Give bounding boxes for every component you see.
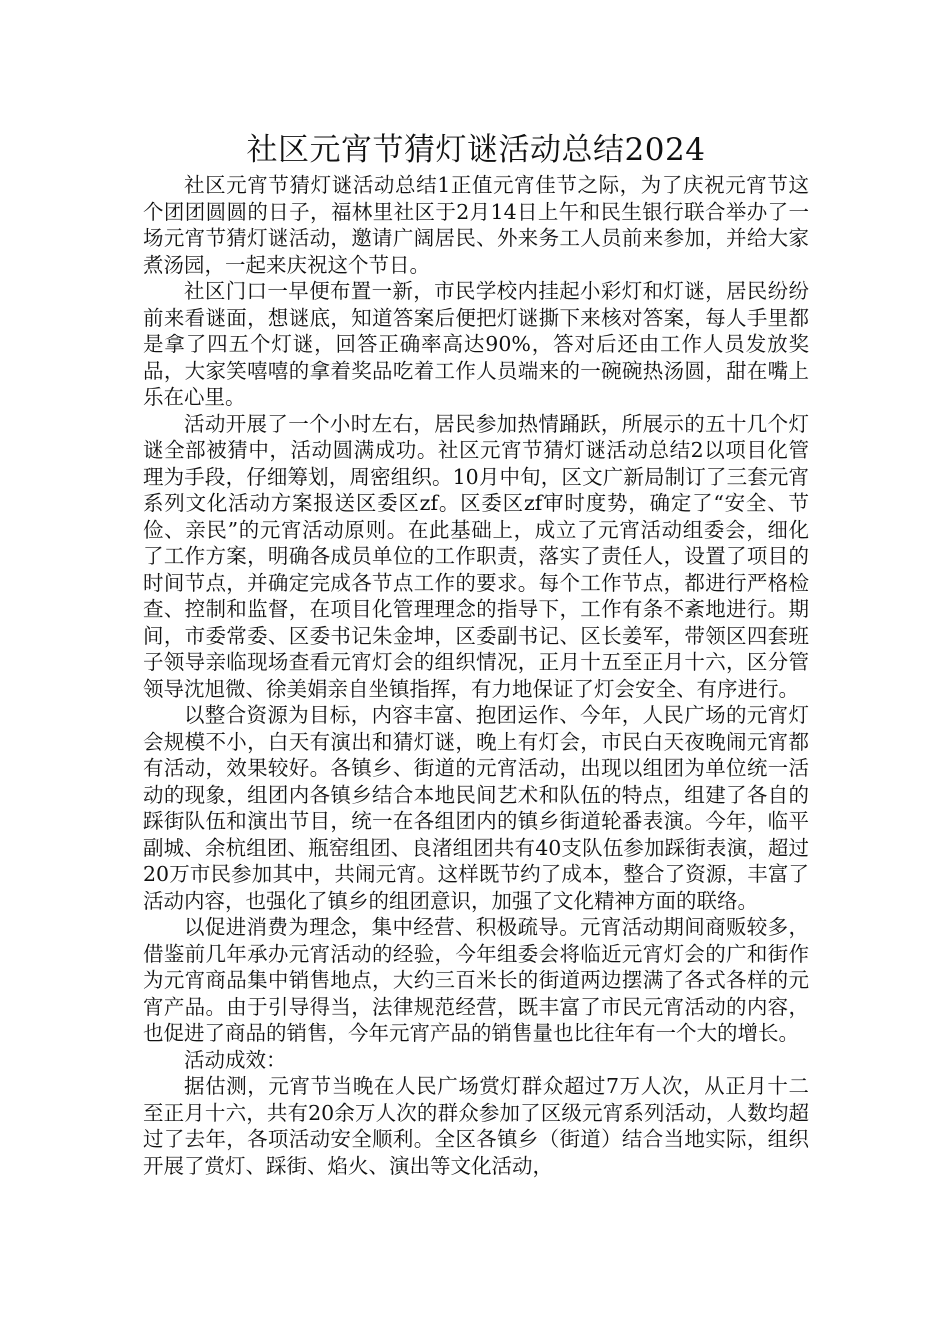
paragraph-2: 社区门口一早便布置一新，市民学校内挂起小彩灯和灯谜，居民纷纷前来看谜面，想谜底，知道答案后便把灯谜撕下来核对答案，每人手里都是拿了四五个灯谜，回答正确率高达90%，答对后还由工作人员发放奖品，大家笑嘻嘻的拿着奖品吃着工作人员端来的一碗碗热汤圆，甜在嘴上乐在心里。	[143, 279, 809, 409]
paragraph-6: 活动成效：	[184, 1047, 287, 1072]
paragraph-1: 社区元宵节猜灯谜活动总结1正值元宵佳节之际，为了庆祝元宵节这个团团圆圆的日子，福林里社区于2月14日上午和民生银行联合举办了一场元宵节猜灯谜活动，邀请广阔居民、外来务工人员前来参加，并给大家煮汤园，一起来庆祝这个节日。	[143, 173, 809, 277]
document-title: 社区元宵节猜灯谜活动总结2024	[246, 132, 706, 168]
paragraph-5: 以促进消费为理念，集中经营、积极疏导。元宵活动期间商贩较多，借鉴前几年承办元宵活动的经验，今年组委会将临近元宵灯会的广和街作为元宵商品集中销售地点，大约三百米长的街道两边摆满了各式各样的元宵产品。由于引导得当，法律规范经营，既丰富了市民元宵活动的内容，也促进了商品的销售，今年元宵产品的销售量也比往年有一个大的增长。	[143, 915, 809, 1045]
paragraph-7: 据估测，元宵节当晚在人民广场赏灯群众超过7万人次，从正月十二至正月十六，共有20余万人次的群众参加了区级元宵系列活动，人数均超过了去年，各项活动安全顺利。全区各镇乡（街道）结合当地实际，组织开展了赏灯、踩街、焰火、演出等文化活动，	[143, 1074, 809, 1178]
paragraph-3: 活动开展了一个小时左右，居民参加热情踊跃，所展示的五十几个灯谜全部被猜中，活动圆满成功。社区元宵节猜灯谜活动总结2以项目化管理为手段，仔细筹划，周密组织。10月中旬，区文广新局制订了三套元宵系列文化活动方案报送区委区zf。区委区zf审时度势，确定了“安全、节俭、亲民”的元宵活动原则。在此基础上，成立了元宵活动组委会，细化了工作方案，明确各成员单位的工作职责，落实了责任人，设置了项目的时间节点，并确定完成各节点工作的要求。每个工作节点，都进行严格检查、控制和监督，在项目化管理理念的指导下，工作有条不紊地进行。期间，市委常委、区委书记朱金坤，区委副书记、区长姜军，带领区四套班子领导亲临现场查看元宵灯会的组织情况，正月十五至正月十六，区分管领导沈旭微、徐美娟亲自坐镇指挥，有力地保证了灯会安全、有序进行。	[143, 411, 809, 701]
paragraph-4: 以整合资源为目标，内容丰富、抱团运作、今年，人民广场的元宵灯会规模不小，白天有演出和猜灯谜，晚上有灯会，市民白天夜晚闹元宵都有活动，效果较好。各镇乡、街道的元宵活动，出现以组团为单位统一活动的现象，组团内各镇乡结合本地民间艺术和队伍的特点，组建了各自的踩街队伍和演出节目，统一在各组团内的镇乡街道轮番表演。今年，临平副城、余杭组团、瓶窑组团、良渚组团共有40支队伍参加踩街表演，超过20万市民参加其中，共闹元宵。这样既节约了成本，整合了资源，丰富了活动内容，也强化了镇乡的组团意识，加强了文化精神方面的联络。	[143, 703, 809, 913]
document-page	[143, 128, 809, 1179]
